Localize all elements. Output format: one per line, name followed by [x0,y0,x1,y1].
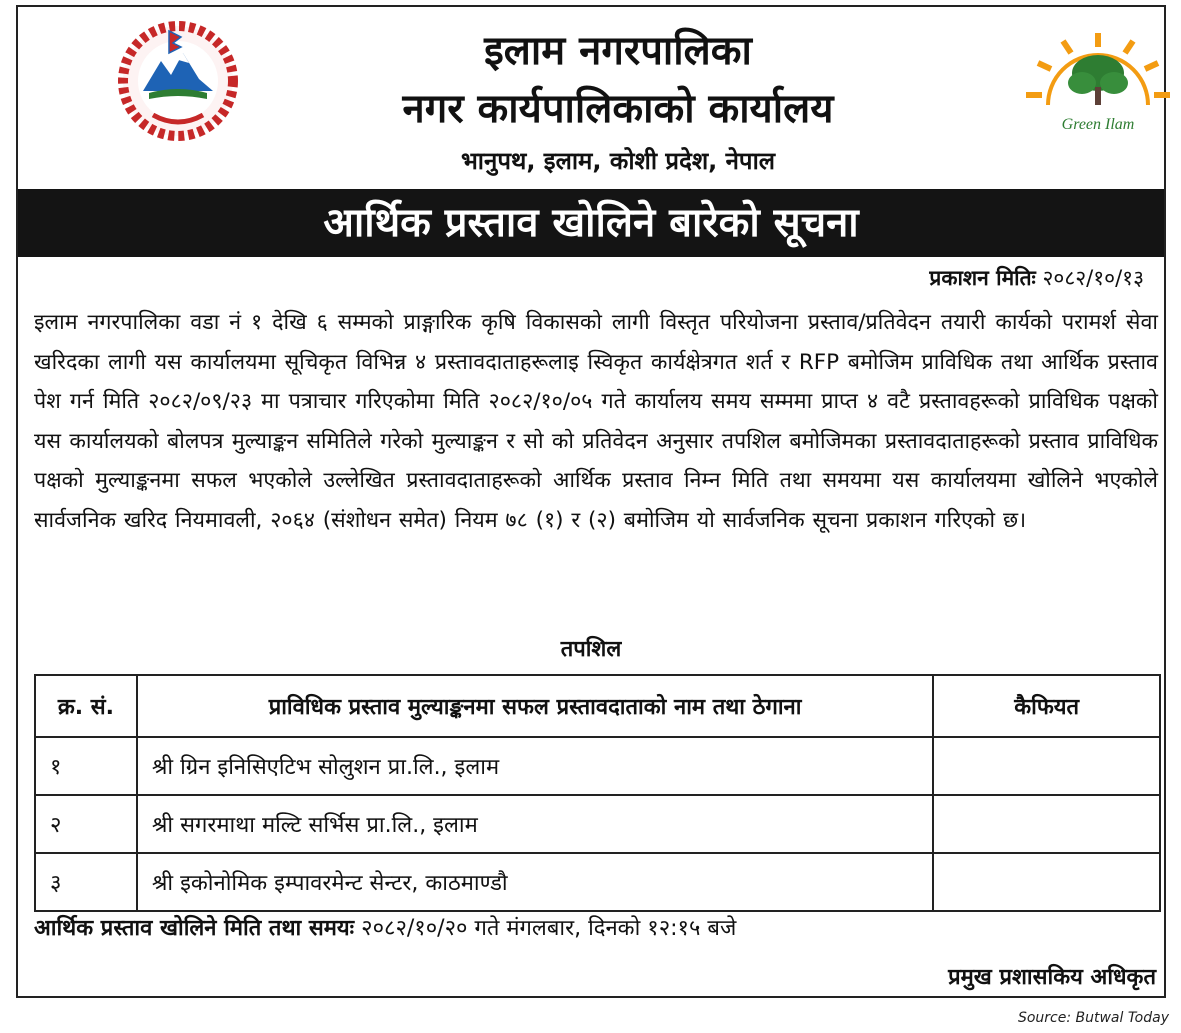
opening-date-time [34,913,736,945]
opening-date-label: आर्थिक प्रस्ताव खोलिने मिति तथा समयः [34,916,355,941]
header-serial: क्र. सं. [35,675,137,737]
table-row [35,795,1160,853]
publication-date [929,263,1144,293]
org-name-line1: इलाम नगरपालिका [484,28,752,74]
table-row [35,737,1160,795]
org-office-line2: नगर कार्यपालिकाको कार्यालय [402,86,834,132]
signatory-title: प्रमुख प्रशासकिय अधिकृत [948,965,1156,990]
notice-body-paragraph: इलाम नगरपालिका वडा नं १ देखि ६ सम्मको प्राङ्गारिक कृषि विकासको लागी विस्तृत परियोजना प्रस्ताव/प्रतिवेदन तयारी कार्यको परामर्श सेवा खरिदका लागी यस कार्यालयमा सूचिकृत विभिन्न ४ प्रस्तावदाताहरूलाइ स्विकृत कार्यक्षेत्रगत शर्त र RFP बमोजिम प्राविधिक तथा आर्थिक प्रस्ताव पेश गर्न मिति २०८२/०९/२३ मा पत्राचार गरिएकोमा मिति २०८२/१०/०५ गते कार्यालय समय सम्ममा प्राप्त ४ वटै प्रस्तावहरूको प्राविधिक पक्षको यस कार्यालयको बोलपत्र मुल्याङ्कन समितिले गरेको मुल्याङ्कन र सो को प्रतिवेदन अनुसार तपशिल बमोजिमका प्रस्तावदाताहरूको प्रस्ताव प्राविधिक पक्षको मुल्याङ्कनमा सफल भएकोले उल्लेखित प्रस्तावदाताहरूको आर्थिक प्रस्ताव निम्न मिति तथा समयमा यस कार्यालयमा खोलिने भएकोले सार्वजनिक खरिद नियमावली, २०६४ (संशोधन समेत) नियम ७८ (१) र (२) बमोजिम यो सार्वजनिक सूचना प्रकाशन गरिएको छ। [34,310,1158,533]
row-remark [933,795,1160,853]
publication-date-value: २०८२/१०/१३ [1042,266,1144,290]
notice-title: आर्थिक प्रस्ताव खोलिने बारेको सूचना [18,189,1164,257]
table-row [35,853,1160,911]
green-ilam-logo-icon [1018,29,1178,139]
publication-date-label: प्रकाशन मितिः [929,266,1036,290]
row-serial: ३ [35,853,137,911]
row-serial: २ [35,795,137,853]
org-address-line3: भानुपथ, इलाम, कोशी प्रदेश, नेपाल [460,147,776,175]
schedule-heading: तपशिल [560,637,622,662]
table-header-row [35,675,1160,737]
vendor-table [34,674,1161,912]
header-remarks: कैफियत [933,675,1160,737]
row-remark [933,737,1160,795]
row-serial: १ [35,737,137,795]
row-vendor-name: श्री सगरमाथा मल्टि सर्भिस प्रा.लि., इलाम [137,795,934,853]
opening-date-value: २०८२/१०/२० गते मंगलबार, दिनको १२:१५ बजे [361,916,737,941]
notice-frame [16,5,1166,998]
header-vendor-name: प्राविधिक प्रस्ताव मुल्याङ्कनमा सफल प्रस्तावदाताको नाम तथा ठेगाना [137,675,934,737]
source-credit: Source: Butwal Today [1017,1010,1169,1026]
nepal-government-emblem-icon [113,19,243,144]
row-vendor-name: श्री ग्रिन इनिसिएटिभ सोलुशन प्रा.लि., इलाम [137,737,934,795]
row-vendor-name: श्री इकोनोमिक इम्पावरमेन्ट सेन्टर, काठमाण्डौ [137,853,934,911]
green-ilam-logo-text: Green Ilam [1061,116,1135,133]
row-remark [933,853,1160,911]
